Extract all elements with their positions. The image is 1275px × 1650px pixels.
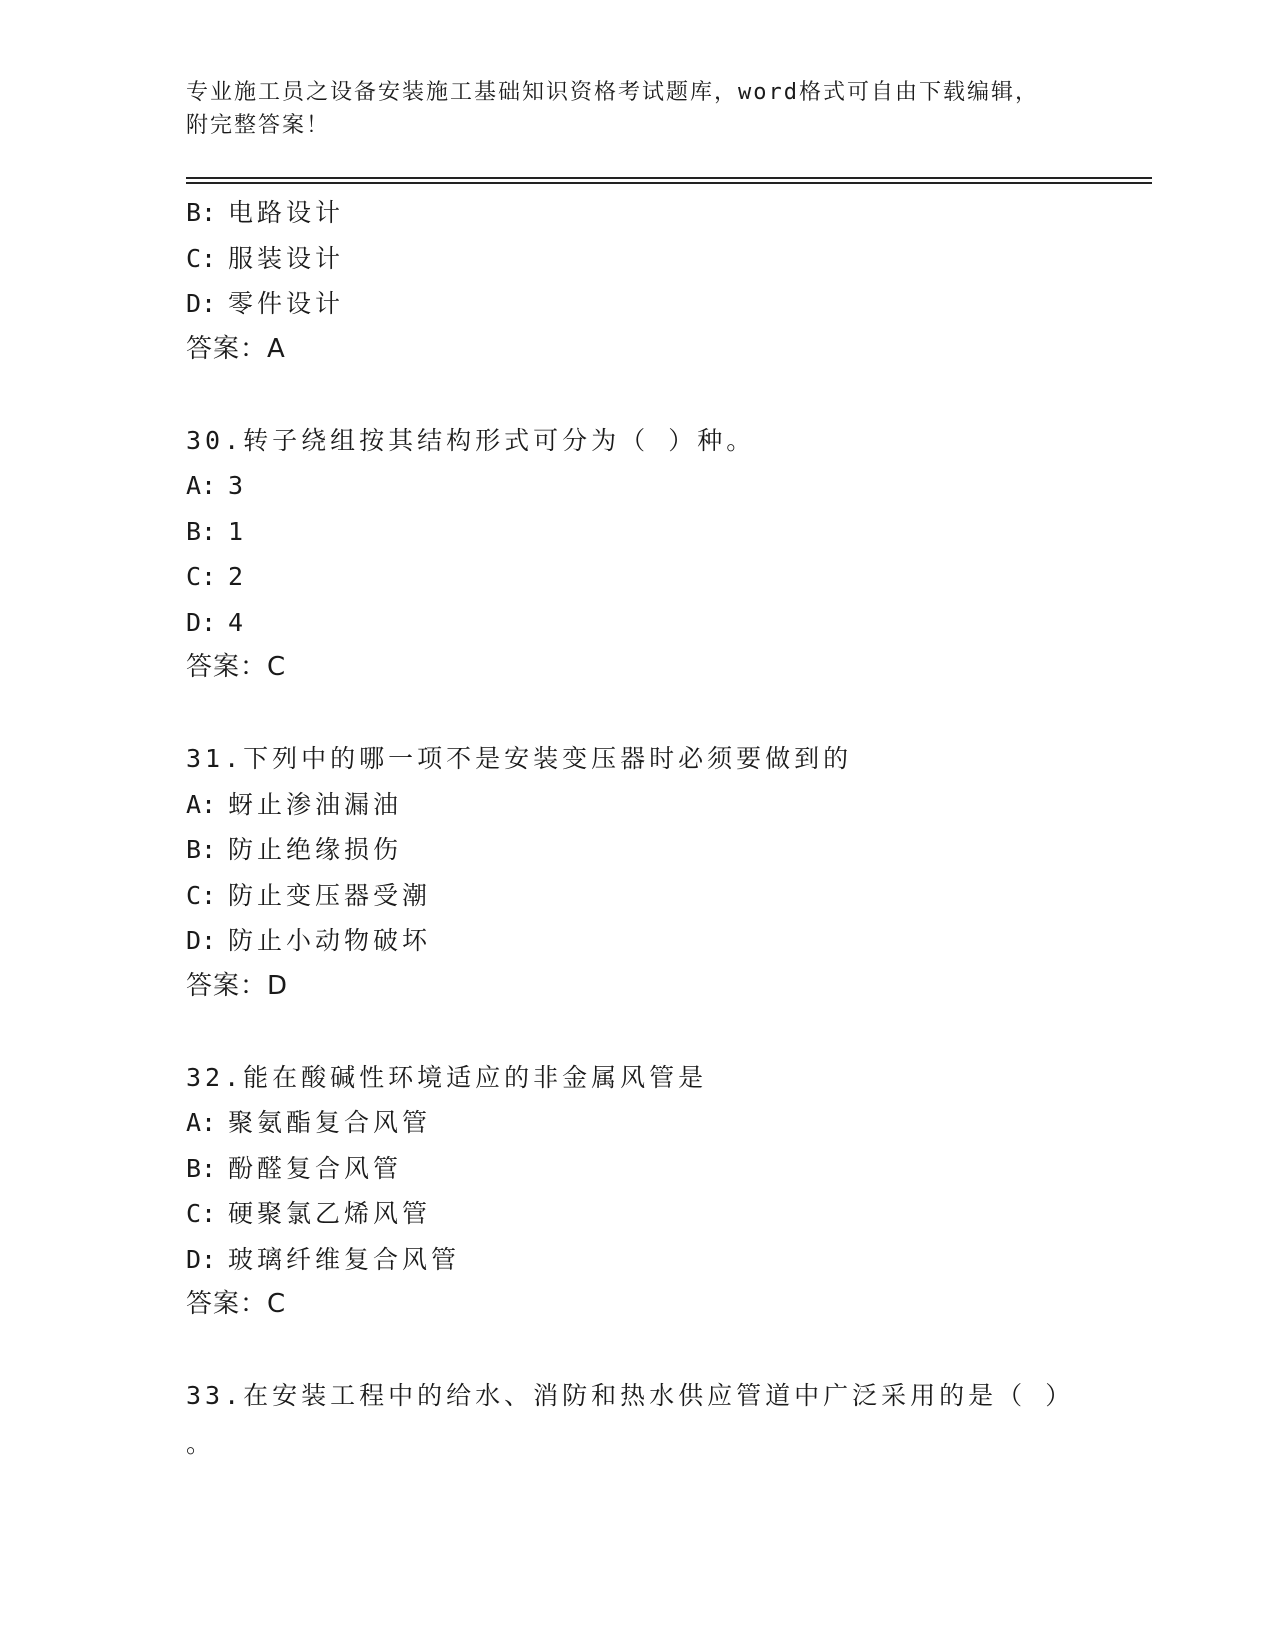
option-letter: C: — [186, 562, 217, 591]
question-text: 32.能在酸碱性环境适应的非金属风管是 — [186, 1062, 708, 1092]
question-list — [186, 190, 1152, 1469]
answer-value: D — [267, 970, 289, 1001]
option-letter: B: — [186, 835, 217, 864]
option-letter: B: — [186, 516, 217, 546]
option-text: 蚜止渗油漏油 — [228, 789, 403, 819]
option-letter: A: — [186, 789, 217, 819]
option-text: 电路设计 — [228, 198, 345, 227]
question-text: 33.在安装工程中的给水、消防和热水供应管道中广泛采用的是（ ） — [186, 1381, 1075, 1410]
option-b — [186, 1146, 1152, 1192]
answer-label: 答案： — [186, 652, 268, 682]
question-32 — [186, 1055, 1152, 1328]
answer-label: 答案： — [186, 1289, 268, 1319]
answer-value: A — [267, 333, 286, 364]
document-header — [186, 76, 1086, 142]
option-letter: D: — [186, 1244, 217, 1274]
option-text: 硬聚氯乙烯风管 — [228, 1199, 432, 1228]
option-a — [186, 1100, 1152, 1146]
option-text: 零件设计 — [228, 289, 345, 318]
option-b — [186, 190, 1152, 236]
header-line-1: 专业施工员之设备安装施工基础知识资格考试题库，word格式可自由下载编辑， — [186, 80, 1039, 105]
option-c — [186, 554, 1152, 600]
option-text: 防止绝缘损伤 — [228, 835, 403, 864]
question-text-continuation: 。 — [186, 1428, 212, 1458]
question-31 — [186, 736, 1152, 1009]
option-b — [186, 827, 1152, 873]
option-c — [186, 236, 1152, 282]
header-line-2: 附完整答案！ — [186, 113, 331, 138]
option-letter: D: — [186, 926, 217, 955]
option-d — [186, 918, 1152, 964]
question-text: 30.转子绕组按其结构形式可分为（ ）种。 — [186, 425, 756, 455]
answer-line — [186, 645, 1152, 691]
answer-label: 答案： — [186, 970, 268, 1001]
option-text: 玻璃纤维复合风管 — [228, 1244, 461, 1274]
option-text: 4 — [228, 607, 248, 637]
option-a — [186, 782, 1152, 828]
question-30 — [186, 418, 1152, 691]
answer-label: 答案： — [186, 333, 268, 364]
option-letter: B: — [186, 1153, 217, 1183]
option-letter: C: — [186, 1199, 217, 1228]
option-letter: D: — [186, 289, 217, 318]
header-divider-top — [186, 177, 1152, 179]
answer-line — [186, 327, 1152, 373]
answer-value: C — [267, 652, 287, 682]
option-text: 2 — [228, 562, 248, 591]
option-letter: D: — [186, 607, 217, 637]
option-text: 防止变压器受潮 — [228, 880, 432, 910]
option-text: 酚醛复合风管 — [228, 1153, 403, 1183]
question-text: 31.下列中的哪一项不是安装变压器时必须要做到的 — [186, 744, 853, 773]
option-text: 聚氨酯复合风管 — [228, 1108, 432, 1137]
option-b — [186, 509, 1152, 555]
question-33 — [186, 1373, 1152, 1469]
option-letter: A: — [186, 471, 217, 500]
option-text: 1 — [228, 516, 248, 546]
answer-line — [186, 964, 1152, 1010]
option-text: 3 — [228, 471, 248, 500]
option-letter: A: — [186, 1108, 217, 1137]
option-letter: B: — [186, 198, 217, 227]
option-c — [186, 873, 1152, 919]
option-text: 服装设计 — [228, 243, 345, 273]
option-d — [186, 1237, 1152, 1283]
answer-line — [186, 1282, 1152, 1328]
option-c — [186, 1191, 1152, 1237]
option-d — [186, 281, 1152, 327]
option-text: 防止小动物破坏 — [228, 926, 432, 955]
header-divider-bottom — [186, 182, 1152, 184]
question-29 — [186, 190, 1152, 372]
option-letter: C: — [186, 880, 217, 910]
option-letter: C: — [186, 243, 217, 273]
option-a — [186, 463, 1152, 509]
answer-value: C — [267, 1289, 287, 1319]
option-d — [186, 600, 1152, 646]
